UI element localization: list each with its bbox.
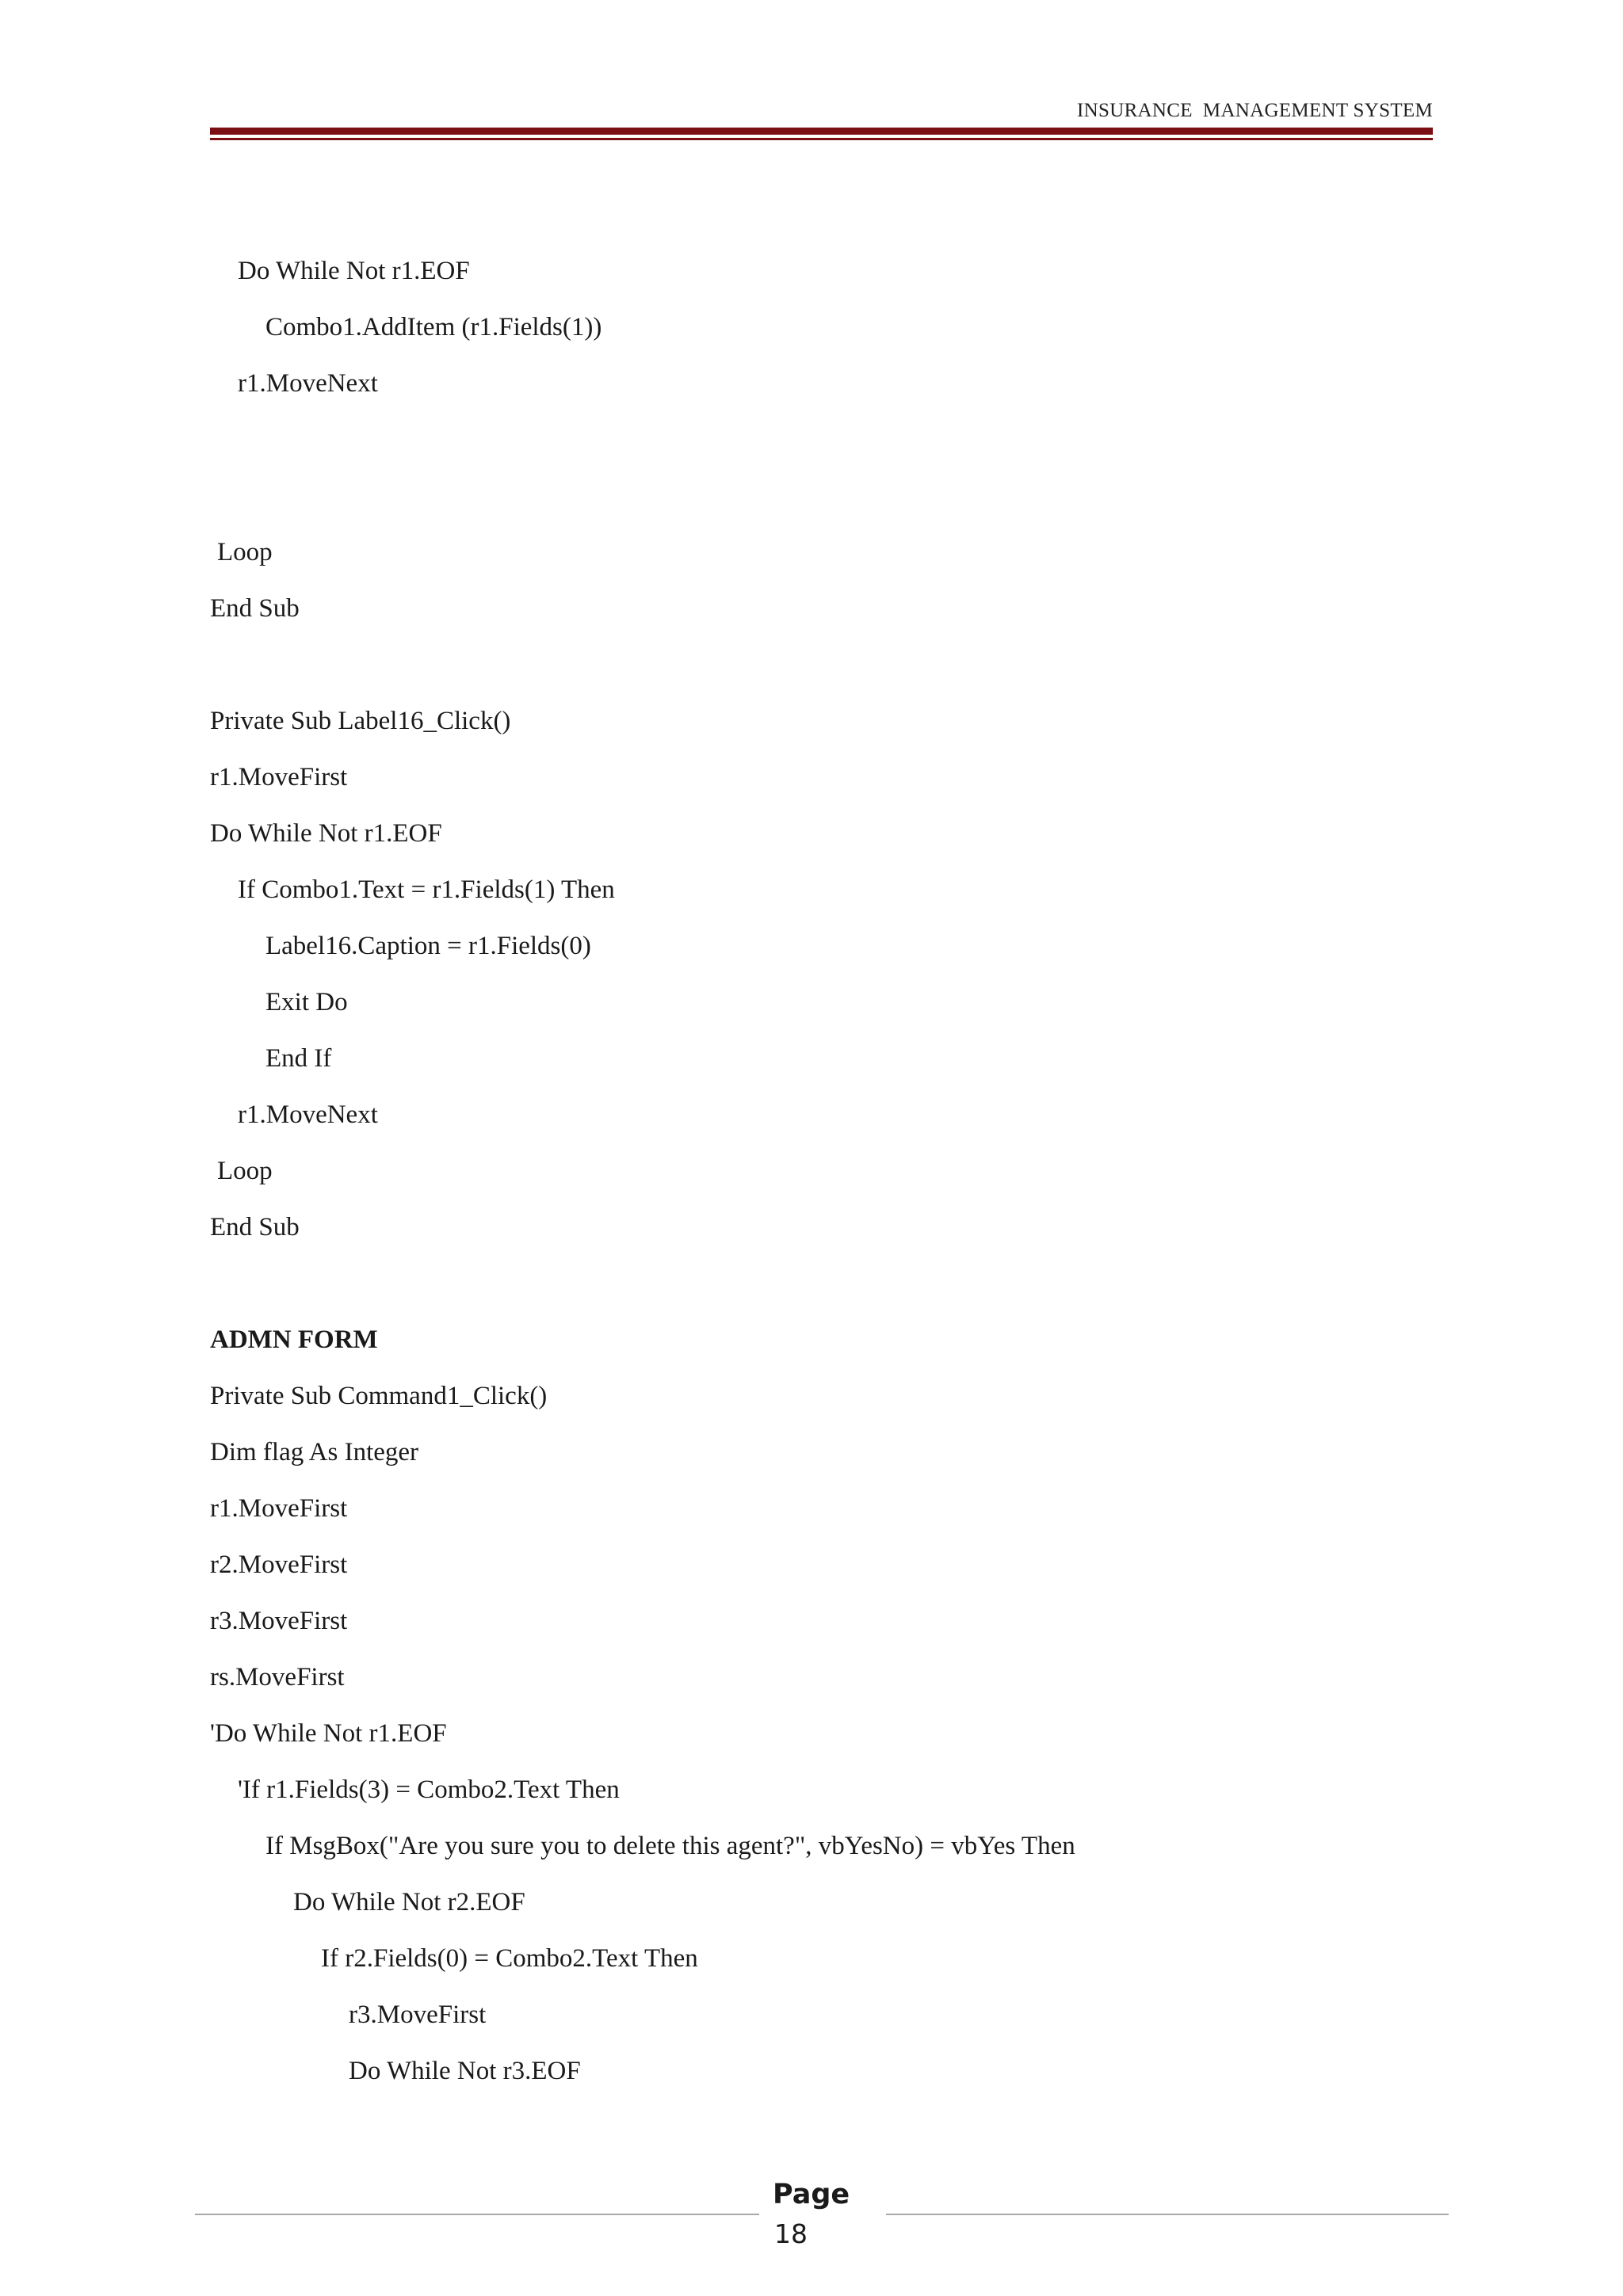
code-line: If r2.Fields(0) = Combo2.Text Then (321, 1944, 698, 1973)
section-heading: ADMN FORM (210, 1325, 378, 1354)
code-line: Do While Not r1.EOF (238, 257, 470, 285)
code-line: Do While Not r3.EOF (349, 2057, 581, 2085)
footer-rule-right (886, 2214, 1449, 2215)
code-line: r2.MoveFirst (210, 1550, 348, 1579)
code-line: End Sub (210, 594, 300, 623)
code-line: If MsgBox("Are you sure you to delete this agent?", vbYesNo) = vbYes Then (265, 1832, 1075, 1860)
code-line: r3.MoveFirst (349, 2000, 487, 2029)
running-header-title: INSURANCE MANAGEMENT SYSTEM (1077, 100, 1433, 121)
code-line: End If (265, 1044, 332, 1073)
header-rule-thin (210, 138, 1433, 140)
code-line: 'If r1.Fields(3) = Combo2.Text Then (238, 1775, 620, 1804)
code-line: r1.MoveNext (238, 1100, 378, 1129)
code-line: r1.MoveNext (238, 369, 378, 398)
code-line: Do While Not r2.EOF (293, 1888, 525, 1917)
footer-page-number: 18 (774, 2218, 808, 2249)
code-line: rs.MoveFirst (210, 1663, 345, 1691)
code-line: r3.MoveFirst (210, 1607, 348, 1635)
code-line: Private Sub Command1_Click() (210, 1382, 548, 1410)
code-line: Loop (217, 1157, 273, 1185)
footer-page-label: Page (773, 2179, 850, 2210)
code-line: Combo1.AddItem (r1.Fields(1)) (265, 313, 602, 341)
code-line: Label16.Caption = r1.Fields(0) (265, 932, 591, 960)
code-line: Dim flag As Integer (210, 1438, 419, 1466)
code-line: r1.MoveFirst (210, 1494, 348, 1523)
code-line: r1.MoveFirst (210, 763, 348, 791)
code-line: Exit Do (265, 988, 348, 1016)
code-line: End Sub (210, 1213, 300, 1241)
code-line: If Combo1.Text = r1.Fields(1) Then (238, 875, 615, 904)
footer-rule-left (195, 2214, 759, 2215)
code-line: Private Sub Label16_Click() (210, 707, 511, 735)
code-line: Loop (217, 538, 273, 566)
code-line: 'Do While Not r1.EOF (210, 1719, 447, 1748)
header-rule (210, 128, 1433, 135)
code-line: Do While Not r1.EOF (210, 819, 442, 848)
